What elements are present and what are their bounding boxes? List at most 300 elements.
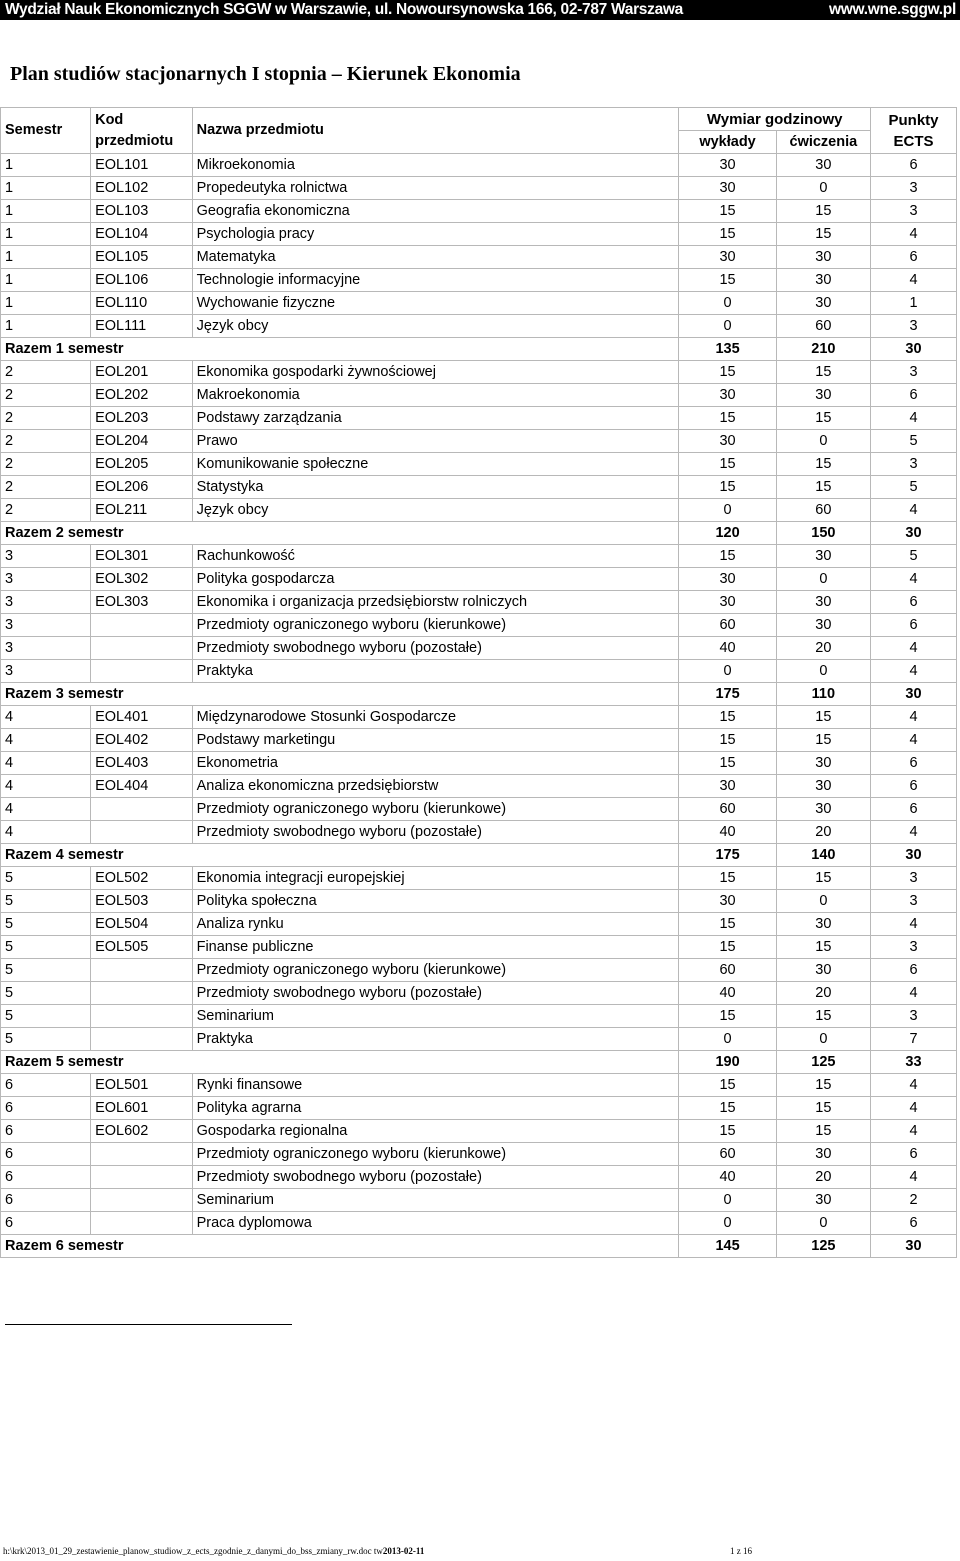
cell-semestr: 3 — [1, 591, 91, 614]
cell-wyklady: 15 — [679, 913, 776, 936]
cell-wyklady: 175 — [679, 844, 776, 867]
table-row — [1, 407, 957, 430]
cell-cwiczenia: 30 — [776, 913, 870, 936]
cell-kod: EOL401 — [91, 706, 193, 729]
cell-kod — [91, 1143, 193, 1166]
cell-kod: EOL205 — [91, 453, 193, 476]
cell-wyklady: 135 — [679, 338, 776, 361]
cell-kod — [91, 798, 193, 821]
table-row — [1, 545, 957, 568]
cell-kod: EOL101 — [91, 154, 193, 177]
table-row — [1, 476, 957, 499]
cell-cwiczenia: 15 — [776, 729, 870, 752]
cell-semestr: 1 — [1, 154, 91, 177]
cell-ects: 6 — [870, 614, 956, 637]
cell-semestr: 1 — [1, 200, 91, 223]
cell-nazwa: Międzynarodowe Stosunki Gospodarcze — [192, 706, 679, 729]
cell-ects: 5 — [870, 545, 956, 568]
cell-nazwa: Wychowanie fizyczne — [192, 292, 679, 315]
institution-text: Wydział Nauk Ekonomicznych SGGW w Warszawie, ul. Nowoursynowska 166, 02-787 Warszawa — [5, 1, 683, 18]
cell-ects: 4 — [870, 706, 956, 729]
total-label: Razem 2 semestr — [1, 522, 679, 545]
cell-ects: 6 — [870, 1212, 956, 1235]
cell-ects: 2 — [870, 1189, 956, 1212]
cell-kod: EOL403 — [91, 752, 193, 775]
cell-nazwa: Seminarium — [192, 1189, 679, 1212]
cell-ects: 6 — [870, 1143, 956, 1166]
cell-wyklady: 145 — [679, 1235, 776, 1258]
footer-user: tw — [373, 1546, 383, 1556]
cell-ects: 7 — [870, 1028, 956, 1051]
table-row — [1, 292, 957, 315]
cell-semestr: 1 — [1, 223, 91, 246]
table-row — [1, 752, 957, 775]
cell-nazwa: Technologie informacyjne — [192, 269, 679, 292]
cell-wyklady: 30 — [679, 177, 776, 200]
cell-ects: 4 — [870, 821, 956, 844]
cell-semestr: 2 — [1, 453, 91, 476]
cell-ects: 4 — [870, 407, 956, 430]
cell-wyklady: 0 — [679, 292, 776, 315]
study-plan-table — [0, 107, 957, 1258]
table-row — [1, 384, 957, 407]
cell-semestr: 5 — [1, 959, 91, 982]
cell-nazwa: Przedmioty ograniczonego wyboru (kierunkowe) — [192, 1143, 679, 1166]
cell-kod: EOL103 — [91, 200, 193, 223]
cell-cwiczenia: 15 — [776, 706, 870, 729]
cell-semestr: 5 — [1, 913, 91, 936]
cell-ects: 4 — [870, 223, 956, 246]
cell-wyklady: 40 — [679, 637, 776, 660]
cell-ects: 30 — [870, 338, 956, 361]
cell-semestr: 1 — [1, 269, 91, 292]
table-row — [1, 1143, 957, 1166]
cell-kod — [91, 660, 193, 683]
cell-semestr: 3 — [1, 660, 91, 683]
cell-cwiczenia: 30 — [776, 545, 870, 568]
table-row — [1, 1028, 957, 1051]
cell-cwiczenia: 30 — [776, 1143, 870, 1166]
cell-kod — [91, 982, 193, 1005]
cell-kod — [91, 1166, 193, 1189]
footer-file-path: h:\krk\2013_01_29_zestawienie_planow_studiow_z_ects_zgodnie_z_danymi_do_bss_zmiany_rw.doc — [3, 1546, 372, 1556]
cell-wyklady: 30 — [679, 591, 776, 614]
table-row — [1, 798, 957, 821]
cell-wyklady: 0 — [679, 1212, 776, 1235]
cell-nazwa: Rachunkowość — [192, 545, 679, 568]
table-row — [1, 361, 957, 384]
cell-kod: EOL104 — [91, 223, 193, 246]
cell-nazwa: Geografia ekonomiczna — [192, 200, 679, 223]
cell-semestr: 5 — [1, 936, 91, 959]
cell-nazwa: Finanse publiczne — [192, 936, 679, 959]
semester-total-row — [1, 522, 957, 545]
cell-ects: 30 — [870, 522, 956, 545]
footer-date: 2013-02-11 — [382, 1546, 425, 1556]
cell-nazwa: Podstawy marketingu — [192, 729, 679, 752]
cell-kod: EOL110 — [91, 292, 193, 315]
cell-kod — [91, 637, 193, 660]
cell-ects: 3 — [870, 361, 956, 384]
table-row — [1, 1120, 957, 1143]
cell-semestr: 2 — [1, 430, 91, 453]
cell-ects: 6 — [870, 384, 956, 407]
table-row — [1, 430, 957, 453]
cell-cwiczenia: 20 — [776, 821, 870, 844]
cell-nazwa: Ekonometria — [192, 752, 679, 775]
table-row — [1, 1189, 957, 1212]
total-label: Razem 1 semestr — [1, 338, 679, 361]
cell-cwiczenia: 30 — [776, 959, 870, 982]
cell-ects: 1 — [870, 292, 956, 315]
cell-semestr: 5 — [1, 1005, 91, 1028]
cell-wyklady: 15 — [679, 1120, 776, 1143]
cell-kod: EOL204 — [91, 430, 193, 453]
cell-kod: EOL202 — [91, 384, 193, 407]
cell-wyklady: 60 — [679, 1143, 776, 1166]
footer-page-number: 1 z 16 — [730, 1546, 752, 1556]
cell-cwiczenia: 125 — [776, 1235, 870, 1258]
cell-cwiczenia: 20 — [776, 637, 870, 660]
cell-nazwa: Polityka agrarna — [192, 1097, 679, 1120]
cell-cwiczenia: 140 — [776, 844, 870, 867]
cell-cwiczenia: 30 — [776, 384, 870, 407]
cell-nazwa: Praktyka — [192, 1028, 679, 1051]
cell-wyklady: 15 — [679, 361, 776, 384]
cell-kod: EOL402 — [91, 729, 193, 752]
table-row — [1, 775, 957, 798]
cell-wyklady: 0 — [679, 660, 776, 683]
semester-total-row — [1, 844, 957, 867]
cell-ects: 6 — [870, 959, 956, 982]
cell-cwiczenia: 30 — [776, 775, 870, 798]
cell-semestr: 1 — [1, 246, 91, 269]
cell-nazwa: Ekonomika i organizacja przedsiębiorstw rolniczych — [192, 591, 679, 614]
cell-semestr: 4 — [1, 821, 91, 844]
table-row — [1, 936, 957, 959]
header-punkty-ects: Punkty ECTS — [870, 108, 956, 154]
cell-wyklady: 30 — [679, 154, 776, 177]
cell-semestr: 5 — [1, 1028, 91, 1051]
cell-ects: 4 — [870, 1120, 956, 1143]
table-row — [1, 821, 957, 844]
cell-semestr: 3 — [1, 637, 91, 660]
cell-cwiczenia: 15 — [776, 867, 870, 890]
website-text: www.wne.sggw.pl — [829, 1, 956, 18]
cell-semestr: 6 — [1, 1166, 91, 1189]
cell-kod: EOL503 — [91, 890, 193, 913]
cell-wyklady: 40 — [679, 821, 776, 844]
total-label: Razem 5 semestr — [1, 1051, 679, 1074]
cell-kod: EOL206 — [91, 476, 193, 499]
cell-cwiczenia: 30 — [776, 752, 870, 775]
total-label: Razem 3 semestr — [1, 683, 679, 706]
table-row — [1, 269, 957, 292]
cell-semestr: 1 — [1, 177, 91, 200]
cell-wyklady: 175 — [679, 683, 776, 706]
header-cwiczenia: ćwiczenia — [776, 131, 870, 154]
cell-wyklady: 60 — [679, 798, 776, 821]
table-row — [1, 591, 957, 614]
cell-nazwa: Język obcy — [192, 315, 679, 338]
cell-cwiczenia: 30 — [776, 614, 870, 637]
table-row — [1, 177, 957, 200]
cell-wyklady: 15 — [679, 752, 776, 775]
cell-kod — [91, 1212, 193, 1235]
semester-total-row — [1, 1051, 957, 1074]
cell-wyklady: 0 — [679, 315, 776, 338]
table-row — [1, 315, 957, 338]
cell-nazwa: Przedmioty ograniczonego wyboru (kierunkowe) — [192, 614, 679, 637]
cell-wyklady: 30 — [679, 568, 776, 591]
cell-ects: 4 — [870, 660, 956, 683]
cell-wyklady: 120 — [679, 522, 776, 545]
cell-ects: 3 — [870, 936, 956, 959]
cell-wyklady: 15 — [679, 729, 776, 752]
cell-cwiczenia: 15 — [776, 1005, 870, 1028]
cell-wyklady: 30 — [679, 430, 776, 453]
table-row — [1, 1097, 957, 1120]
table-row — [1, 913, 957, 936]
cell-ects: 6 — [870, 775, 956, 798]
cell-cwiczenia: 0 — [776, 430, 870, 453]
cell-nazwa: Komunikowanie społeczne — [192, 453, 679, 476]
cell-cwiczenia: 15 — [776, 407, 870, 430]
cell-kod — [91, 959, 193, 982]
cell-cwiczenia: 150 — [776, 522, 870, 545]
cell-wyklady: 15 — [679, 706, 776, 729]
cell-wyklady: 15 — [679, 200, 776, 223]
table-row — [1, 568, 957, 591]
cell-wyklady: 15 — [679, 476, 776, 499]
table-row — [1, 729, 957, 752]
table-row — [1, 890, 957, 913]
table-row — [1, 154, 957, 177]
cell-cwiczenia: 20 — [776, 1166, 870, 1189]
cell-nazwa: Język obcy — [192, 499, 679, 522]
cell-wyklady: 30 — [679, 890, 776, 913]
cell-ects: 6 — [870, 154, 956, 177]
cell-kod: EOL602 — [91, 1120, 193, 1143]
header-semestr: Semestr — [1, 108, 91, 154]
cell-nazwa: Przedmioty ograniczonego wyboru (kierunkowe) — [192, 959, 679, 982]
cell-semestr: 4 — [1, 798, 91, 821]
cell-kod: EOL505 — [91, 936, 193, 959]
cell-nazwa: Propedeutyka rolnictwa — [192, 177, 679, 200]
cell-kod: EOL501 — [91, 1074, 193, 1097]
cell-wyklady: 190 — [679, 1051, 776, 1074]
cell-nazwa: Podstawy zarządzania — [192, 407, 679, 430]
cell-cwiczenia: 20 — [776, 982, 870, 1005]
cell-kod — [91, 1189, 193, 1212]
cell-wyklady: 15 — [679, 1005, 776, 1028]
cell-nazwa: Przedmioty swobodnego wyboru (pozostałe) — [192, 982, 679, 1005]
cell-kod: EOL105 — [91, 246, 193, 269]
cell-cwiczenia: 30 — [776, 154, 870, 177]
cell-semestr: 2 — [1, 499, 91, 522]
table-row — [1, 453, 957, 476]
cell-nazwa: Analiza rynku — [192, 913, 679, 936]
cell-wyklady: 60 — [679, 614, 776, 637]
cell-ects: 3 — [870, 1005, 956, 1028]
cell-cwiczenia: 15 — [776, 1074, 870, 1097]
cell-nazwa: Rynki finansowe — [192, 1074, 679, 1097]
cell-nazwa: Przedmioty swobodnego wyboru (pozostałe) — [192, 637, 679, 660]
page-header-bar — [0, 0, 960, 20]
cell-ects: 4 — [870, 1097, 956, 1120]
document-title: Plan studiów stacjonarnych I stopnia – Kierunek Ekonomia — [10, 63, 521, 85]
cell-cwiczenia: 210 — [776, 338, 870, 361]
cell-wyklady: 30 — [679, 246, 776, 269]
header-wymiar-godzinowy: Wymiar godzinowy — [679, 108, 871, 131]
cell-cwiczenia: 15 — [776, 200, 870, 223]
cell-wyklady: 15 — [679, 545, 776, 568]
table-row — [1, 959, 957, 982]
cell-nazwa: Makroekonomia — [192, 384, 679, 407]
cell-kod: EOL303 — [91, 591, 193, 614]
cell-ects: 6 — [870, 246, 956, 269]
cell-ects: 4 — [870, 568, 956, 591]
total-label: Razem 6 semestr — [1, 1235, 679, 1258]
cell-nazwa: Polityka gospodarcza — [192, 568, 679, 591]
cell-wyklady: 40 — [679, 982, 776, 1005]
cell-ects: 4 — [870, 1074, 956, 1097]
cell-cwiczenia: 0 — [776, 177, 870, 200]
cell-cwiczenia: 15 — [776, 476, 870, 499]
cell-semestr: 2 — [1, 361, 91, 384]
cell-cwiczenia: 30 — [776, 292, 870, 315]
cell-ects: 4 — [870, 982, 956, 1005]
cell-kod: EOL601 — [91, 1097, 193, 1120]
footer-file-info — [3, 1546, 424, 1556]
cell-ects: 6 — [870, 752, 956, 775]
cell-nazwa: Przedmioty ograniczonego wyboru (kierunkowe) — [192, 798, 679, 821]
table-row — [1, 1166, 957, 1189]
cell-ects: 4 — [870, 499, 956, 522]
cell-cwiczenia: 15 — [776, 936, 870, 959]
cell-nazwa: Przedmioty swobodnego wyboru (pozostałe) — [192, 821, 679, 844]
cell-cwiczenia: 0 — [776, 890, 870, 913]
cell-ects: 3 — [870, 453, 956, 476]
cell-kod: EOL106 — [91, 269, 193, 292]
table-row — [1, 706, 957, 729]
cell-ects: 30 — [870, 683, 956, 706]
semester-total-row — [1, 1235, 957, 1258]
cell-semestr: 5 — [1, 982, 91, 1005]
cell-kod — [91, 1028, 193, 1051]
cell-kod: EOL301 — [91, 545, 193, 568]
cell-semestr: 1 — [1, 292, 91, 315]
cell-ects: 6 — [870, 591, 956, 614]
cell-kod: EOL302 — [91, 568, 193, 591]
cell-kod — [91, 1005, 193, 1028]
table-row — [1, 246, 957, 269]
table-row — [1, 1212, 957, 1235]
cell-ects: 5 — [870, 476, 956, 499]
cell-ects: 3 — [870, 177, 956, 200]
cell-wyklady: 15 — [679, 936, 776, 959]
cell-wyklady: 15 — [679, 1074, 776, 1097]
cell-ects: 30 — [870, 1235, 956, 1258]
cell-ects: 3 — [870, 890, 956, 913]
table-row — [1, 1074, 957, 1097]
cell-cwiczenia: 30 — [776, 269, 870, 292]
cell-nazwa: Ekonomika gospodarki żywnościowej — [192, 361, 679, 384]
cell-nazwa: Gospodarka regionalna — [192, 1120, 679, 1143]
cell-semestr: 2 — [1, 407, 91, 430]
cell-nazwa: Praca dyplomowa — [192, 1212, 679, 1235]
total-label: Razem 4 semestr — [1, 844, 679, 867]
cell-semestr: 1 — [1, 315, 91, 338]
table-row — [1, 660, 957, 683]
cell-wyklady: 15 — [679, 453, 776, 476]
cell-ects: 4 — [870, 913, 956, 936]
cell-cwiczenia: 110 — [776, 683, 870, 706]
cell-cwiczenia: 0 — [776, 660, 870, 683]
cell-wyklady: 30 — [679, 384, 776, 407]
cell-cwiczenia: 30 — [776, 798, 870, 821]
cell-kod: EOL502 — [91, 867, 193, 890]
cell-kod: EOL404 — [91, 775, 193, 798]
cell-wyklady: 0 — [679, 1189, 776, 1212]
table-row — [1, 499, 957, 522]
cell-wyklady: 40 — [679, 1166, 776, 1189]
cell-nazwa: Analiza ekonomiczna przedsiębiorstw — [192, 775, 679, 798]
cell-wyklady: 15 — [679, 223, 776, 246]
cell-nazwa: Statystyka — [192, 476, 679, 499]
cell-cwiczenia: 15 — [776, 223, 870, 246]
table-row — [1, 200, 957, 223]
cell-wyklady: 15 — [679, 1097, 776, 1120]
cell-semestr: 6 — [1, 1074, 91, 1097]
header-kod-przedmiotu: Kod przedmiotu — [91, 108, 193, 154]
cell-ects: 6 — [870, 798, 956, 821]
cell-cwiczenia: 125 — [776, 1051, 870, 1074]
cell-kod — [91, 821, 193, 844]
cell-cwiczenia: 15 — [776, 1120, 870, 1143]
cell-semestr: 3 — [1, 568, 91, 591]
cell-semestr: 5 — [1, 867, 91, 890]
table-row — [1, 223, 957, 246]
cell-semestr: 4 — [1, 752, 91, 775]
cell-kod: EOL111 — [91, 315, 193, 338]
study-plan-body — [1, 154, 957, 1258]
cell-wyklady: 15 — [679, 407, 776, 430]
cell-cwiczenia: 0 — [776, 1212, 870, 1235]
cell-wyklady: 60 — [679, 959, 776, 982]
cell-cwiczenia: 0 — [776, 568, 870, 591]
table-row — [1, 982, 957, 1005]
cell-nazwa: Seminarium — [192, 1005, 679, 1028]
cell-ects: 4 — [870, 269, 956, 292]
cell-nazwa: Praktyka — [192, 660, 679, 683]
cell-ects: 30 — [870, 844, 956, 867]
cell-nazwa: Ekonomia integracji europejskiej — [192, 867, 679, 890]
cell-kod: EOL102 — [91, 177, 193, 200]
cell-ects: 4 — [870, 637, 956, 660]
cell-wyklady: 15 — [679, 867, 776, 890]
cell-semestr: 3 — [1, 614, 91, 637]
cell-semestr: 5 — [1, 890, 91, 913]
cell-ects: 3 — [870, 315, 956, 338]
cell-semestr: 6 — [1, 1097, 91, 1120]
cell-wyklady: 0 — [679, 499, 776, 522]
cell-semestr: 3 — [1, 545, 91, 568]
header-nazwa-przedmiotu: Nazwa przedmiotu — [192, 108, 679, 154]
cell-semestr: 4 — [1, 729, 91, 752]
cell-kod: EOL203 — [91, 407, 193, 430]
cell-ects: 5 — [870, 430, 956, 453]
